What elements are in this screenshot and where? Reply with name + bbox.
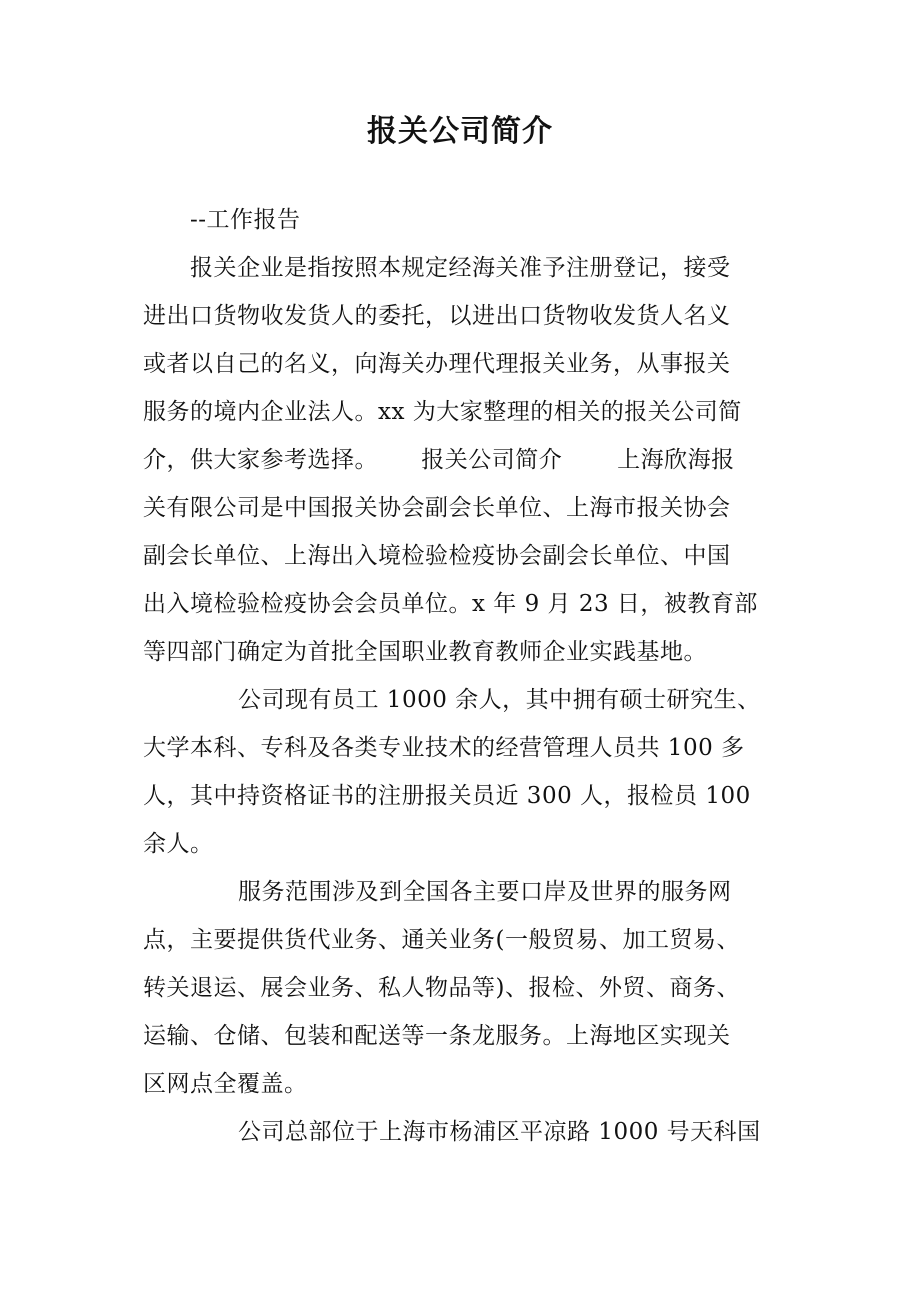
paragraph-line: 公司总部位于上海市杨浦区平凉路 1000 号天科国 [238,1119,761,1145]
paragraph-line: 公司现有员工 1000 余人，其中拥有硕士研究生、 [238,687,761,713]
paragraph-line: 关有限公司是中国报关协会副会长单位、上海市报关协会 [143,495,731,521]
paragraph-line: 服务范围涉及到全国各主要口岸及世界的服务网 [238,879,732,905]
paragraph-line: 介，供大家参考选择。 报关公司简介 上海欣海报 [143,447,735,473]
paragraph-line: 副会长单位、上海出入境检验检疫协会副会长单位、中国 [143,543,731,569]
paragraph-line: 点，主要提供货代业务、通关业务(一般贸易、加工贸易、 [143,927,740,953]
paragraph-line: 运输、仓储、包装和配送等一条龙服务。上海地区实现关 [143,1023,731,1049]
paragraph-line: 余人。 [143,831,214,857]
document-body [143,196,767,1156]
paragraph-line: 大学本科、专科及各类专业技术的经营管理人员共 100 多 [143,735,745,761]
paragraph-line: 进出口货物收发货人的委托，以进出口货物收发货人名义 [143,303,731,329]
paragraph-line: 等四部门确定为首批全国职业教育教师企业实践基地。 [143,639,707,665]
paragraph-line: 服务的境内企业法人。xx 为大家整理的相关的报关公司简 [143,399,742,425]
subtitle-line: --工作报告 [190,207,301,233]
paragraph-line: 区网点全覆盖。 [143,1071,308,1097]
paragraph-line: 出入境检验检疫协会会员单位。x 年 9 月 23 日，被教育部 [143,591,758,617]
paragraph-line: 转关退运、展会业务、私人物品等)、报检、外贸、商务、 [143,975,740,1001]
paragraph-line: 或者以自己的名义，向海关办理代理报关业务，从事报关 [143,351,731,377]
document-title: 报关公司简介 [367,114,553,149]
paragraph-line: 报关企业是指按照本规定经海关准予注册登记，接受 [190,255,731,281]
paragraph-line: 人，其中持资格证书的注册报关员近 300 人，报检员 100 [143,783,751,809]
